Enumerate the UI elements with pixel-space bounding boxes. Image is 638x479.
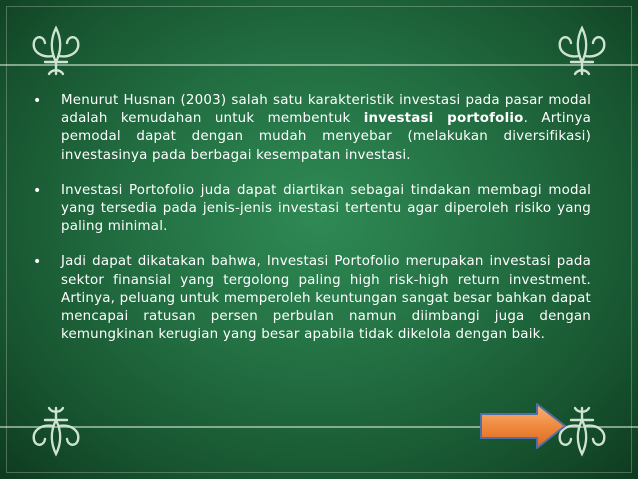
bullet-text bbox=[61, 92, 591, 165]
list-item bbox=[33, 182, 591, 237]
bullet-list bbox=[33, 92, 591, 361]
bullet-marker: • bbox=[33, 182, 42, 199]
text-run: . Artinya pemodal dapat dengan mudah menyebar (melakukan diversifikasi) investasinya pada berbagai kesempatan investasi. bbox=[61, 111, 591, 163]
bullet-marker: • bbox=[33, 254, 42, 271]
next-slide-button[interactable] bbox=[477, 401, 569, 451]
text-run: Menurut Husnan (2003) salah satu karakteristik investasi pada pasar modal adalah kemudahan untuk membentuk bbox=[61, 93, 591, 127]
top-divider bbox=[0, 64, 638, 66]
fleur-de-lis-icon bbox=[554, 22, 610, 82]
text-run-bold: investasi portofolio bbox=[363, 111, 524, 127]
list-item bbox=[33, 253, 591, 344]
fleur-de-lis-icon bbox=[28, 22, 84, 82]
list-item bbox=[33, 92, 591, 165]
next-arrow-icon bbox=[477, 401, 569, 451]
fleur-de-lis-icon bbox=[28, 400, 84, 460]
text-run: Investasi Portofolio juda dapat diartikan sebagai tindakan membagi modal yang tersedia pada jenis-jenis investasi tertentu agar diperoleh risiko yang paling minimal. bbox=[61, 182, 591, 235]
bullet-text bbox=[61, 182, 591, 237]
bullet-text bbox=[61, 253, 591, 344]
bullet-marker: • bbox=[33, 93, 42, 109]
text-run: Jadi dapat dikatakan bahwa, Investasi Portofolio merupakan investasi pada sektor finansial yang tergolong paling high risk-high return investment. Artinya, peluang untuk memperoleh keuntungan sangat besar bahkan dapat mencapai ratusan persen perbulan namun diimbangi juga dengan kemungkinan kerugian yang besar apabila tidak dikelola dengan baik. bbox=[61, 254, 591, 343]
